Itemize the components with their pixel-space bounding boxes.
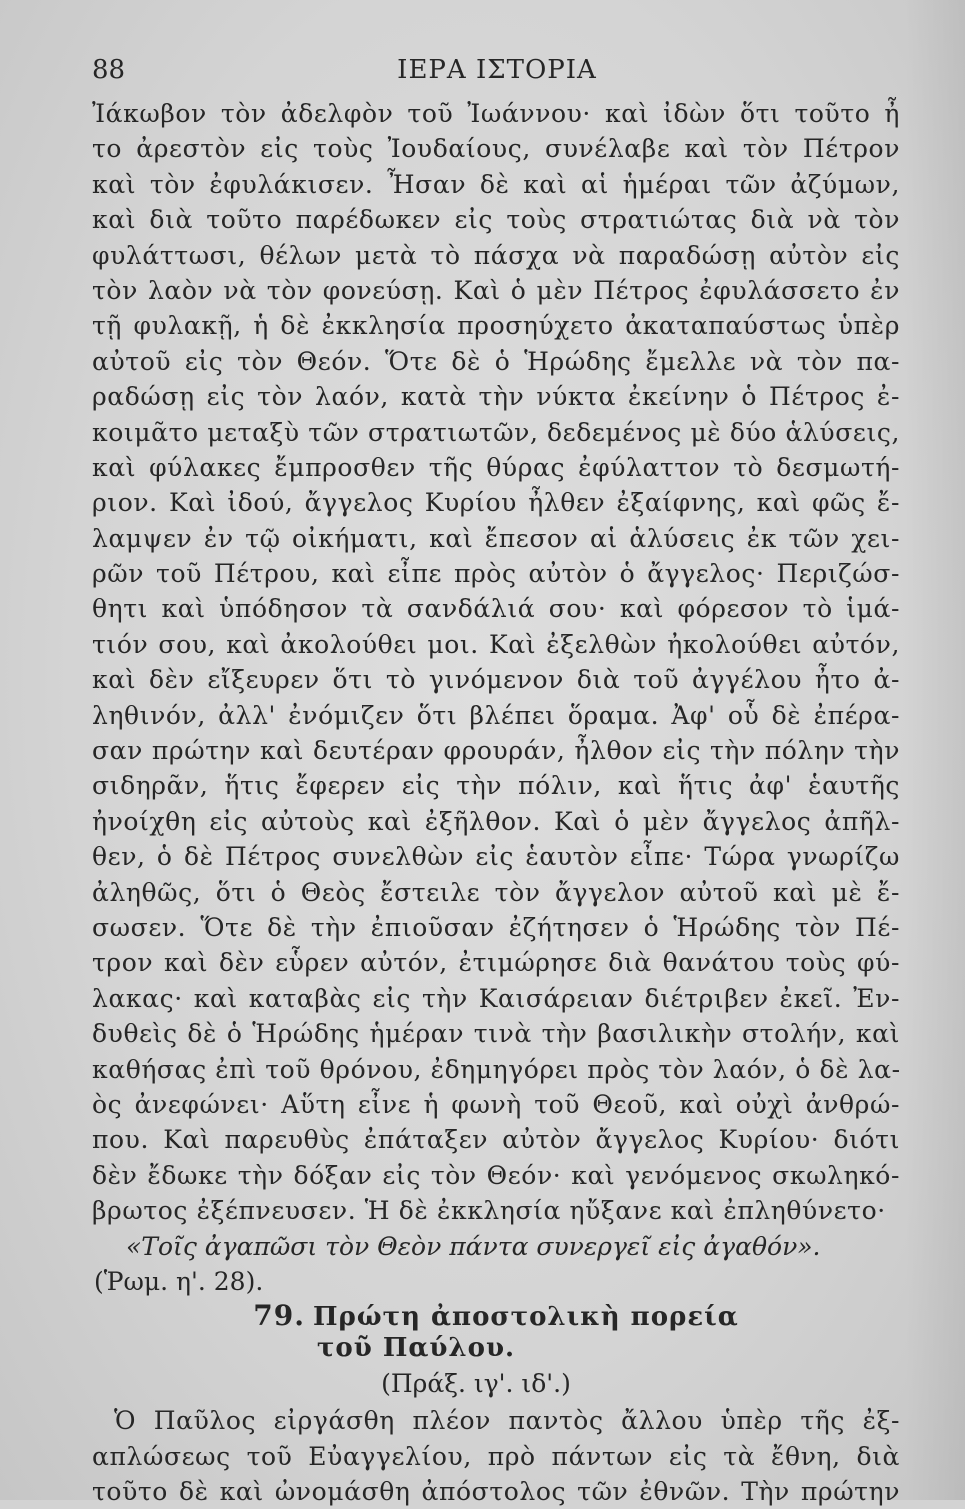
text-line: ληθινόν, ἀλλ' ἐνόμιζεν ὅτι βλέπει ὅραμα. Ἀφ' οὗ δὲ ἐπέρα- (92, 700, 900, 730)
text-line: καθήσας ἐπὶ τοῦ θρόνου, ἐδημηγόρει πρὸς τὸν λαόν, ὁ δὲ λα- (92, 1054, 901, 1084)
text-line: φυλάττωσι, θέλων μετὰ τὸ πάσχα νὰ παραδώσῃ αὐτὸν εἰς (92, 240, 900, 270)
section-reference: (Πράξ. ιγ'. ιδ'.) (381, 1369, 571, 1399)
text-line: ἀληθῶς, ὅτι ὁ Θεὸς ἔστειλε τὸν ἄγγελον αὐτοῦ καὶ μὲ ἔ- (92, 877, 900, 907)
text-line: λαμψεν ἐν τῷ οἰκήματι, καὶ ἔπεσον αἱ ἁλύσεις ἐκ τῶν χει- (92, 523, 900, 553)
text-line: καὶ διὰ τοῦτο παρέδωκεν εἰς τοὺς στρατιώτας διὰ νὰ τὸν (92, 205, 900, 235)
text-line: σαν πρώτην καὶ δευτέραν φρουράν, ἦλθον εἰς τὴν πόλην τὴν (92, 736, 900, 766)
text-line: ριον. Καὶ ἰδού, ἄγγελος Κυρίου ἦλθεν ἐξαίφνης, καὶ φῶς ἔ- (92, 488, 900, 518)
text-line: ὸς ἀνεφώνει· Αὕτη εἶνε ἡ φωνὴ τοῦ Θεοῦ, καὶ οὐχὶ ἀνθρώ- (92, 1089, 900, 1119)
text-line: Ἰάκωβον τὸν ἀδελφὸν τοῦ Ἰωάννου· καὶ ἰδὼν ὅτι τοῦτο ἦ (92, 99, 900, 128)
scripture-quote: «Τοῖς ἀγαπῶσι τὸν Θεὸν πάντα συνεργεῖ εἰς ἀγαθόν». (126, 1231, 821, 1261)
text-line: ἠνοίχθη εἰς αὐτοὺς καὶ ἐξῆλθον. Καὶ ὁ μὲν ἄγγελος ἀπῆλ- (92, 806, 900, 836)
scripture-reference: (Ῥωμ. η'. 28). (94, 1266, 264, 1296)
text-line: που. Καὶ παρευθὺς ἐπάταξεν αὐτὸν ἄγγελος Κυρίου· διότι (92, 1125, 900, 1155)
text-line: τρον καὶ δὲν εὗρεν αὐτόν, ἐτιμώρησε διὰ θανάτου τοὺς φύ- (92, 948, 900, 978)
text-line: σωσεν. Ὅτε δὲ τὴν ἐπιοῦσαν ἐζήτησεν ὁ Ἡρώδης τὸν Πέ- (92, 912, 900, 942)
body-text (92, 96, 900, 1509)
text-line: θητι καὶ ὑπόδησον τὰ σανδάλιά σου· καὶ φόρεσον τὸ ἱμά- (92, 594, 900, 624)
text-line: το ἀρεστὸν εἰς τοὺς Ἰουδαίους, συνέλαβε καὶ τὸν Πέτρον (92, 134, 900, 164)
page-edge-shadow (905, 0, 965, 1500)
text-line: λακας· καὶ καταβὰς εἰς τὴν Καισάρειαν διέτριβεν ἐκεῖ. Ἐν- (92, 983, 900, 1013)
text-line: δὲν ἔδωκε τὴν δόξαν εἰς τὸν Θεόν· καὶ γενόμενος σκωληκό- (92, 1160, 900, 1190)
running-head: ΙΕΡΑ ΙΣΤΟΡΙΑ (397, 55, 597, 85)
text-line: ρῶν τοῦ Πέτρου, καὶ εἶπε πρὸς αὐτὸν ὁ ἄγγελος· Περιζώσ- (92, 559, 900, 589)
text-line: καὶ τὸν ἐφυλάκισεν. Ἦσαν δὲ καὶ αἱ ἡμέραι τῶν ἀζύμων, (92, 169, 900, 199)
text-line: τοῦτο δὲ καὶ ὠνομάσθη ἀπόστολος τῶν ἐθνῶν. Τὴν πρώτην (92, 1477, 900, 1507)
section-number: 79. (253, 1299, 305, 1333)
section-title-line2: τοῦ Παύλου. (316, 1333, 516, 1364)
text-line: απλώσεως τοῦ Εὐαγγελίου, πρὸ πάντων εἰς τὰ ἔθνη, διὰ (92, 1441, 900, 1471)
text-line: αὐτοῦ εἰς τὸν Θεόν. Ὅτε δὲ ὁ Ἡρώδης ἔμελλε νὰ τὸν πα- (92, 346, 900, 376)
text-line: κοιμᾶτο μεταξὺ τῶν στρατιωτῶν, δεδεμένος μὲ δύο ἁλύσεις, (92, 417, 900, 447)
page-header (92, 50, 902, 90)
text-line: σιδηρᾶν, ἥτις ἔφερεν εἰς τὴν πόλιν, καὶ ἥτις ἀφ' ἑαυτῆς (92, 771, 900, 801)
text-line: ραδώσῃ εἰς τὸν λαόν, κατὰ τὴν νύκτα ἐκείνην ὁ Πέτρος ἐ- (92, 382, 900, 412)
page-number: 88 (92, 55, 126, 85)
text-line: Ὁ Παῦλος εἰργάσθη πλέον παντὸς ἄλλου ὑπὲρ τῆς ἐξ- (114, 1406, 900, 1436)
text-line: δυθεὶς δὲ ὁ Ἡρώδης ἡμέραν τινὰ τὴν βασιλικὴν στολήν, καὶ (92, 1019, 900, 1049)
section-title-line1: Πρώτη ἀποστολικὴ πορεία (312, 1302, 739, 1333)
text-line: καὶ δὲν εἴξευρεν ὅτι τὸ γινόμενον διὰ τοῦ ἀγγέλου ἦτο ἀ- (92, 665, 900, 695)
text-line: τὸν λαὸν νὰ τὸν φονεύσῃ. Καὶ ὁ μὲν Πέτρος ἐφυλάσσετο ἐν (92, 275, 900, 305)
text-line: θεν, ὁ δὲ Πέτρος συνελθὼν εἰς ἑαυτὸν εἶπε· Τώρα γνωρίζω (92, 842, 900, 872)
text-line: τῇ φυλακῇ, ἡ δὲ ἐκκλησία προσηύχετο ἀκαταπαύστως ὑπὲρ (92, 311, 900, 341)
text-line: καὶ φύλακες ἔμπροσθεν τῆς θύρας ἐφύλαττον τὸ δεσμωτή- (92, 452, 900, 482)
text-line: βρωτος ἐξέπνευσεν. Ἡ δὲ ἐκκλησία ηὔξανε καὶ ἐπληθύνετο· (92, 1196, 886, 1226)
section-heading (92, 1299, 900, 1332)
text-line: τιόν σου, καὶ ἀκολούθει μοι. Καὶ ἐξελθὼν ἠκολούθει αὐτόν, (92, 629, 900, 659)
